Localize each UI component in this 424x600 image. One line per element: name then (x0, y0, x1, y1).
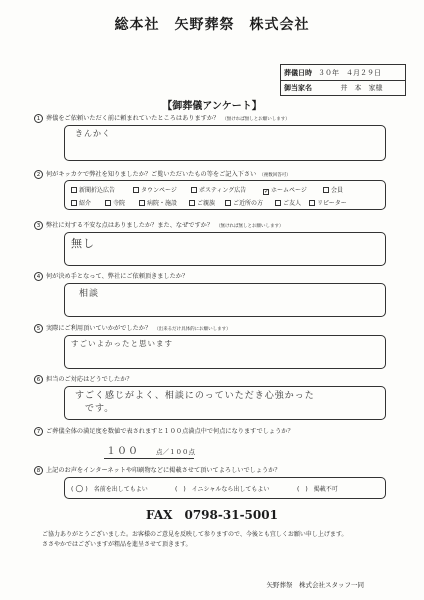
question-6 (34, 375, 133, 384)
funeral-info-box (280, 64, 406, 96)
question-text: 何がキッカケで弊社を知りましたか？ご覧いただいたもの等をご記入下さい (46, 171, 257, 178)
answer-box-5 (64, 335, 386, 369)
handwritten-answer-line-1: すごく感じがよく、相談にのっていただき心強かった (75, 391, 315, 401)
checkbox-icon (139, 200, 145, 206)
question-text: 実際にご利用頂いていかがでしたか？ (46, 325, 152, 332)
checkmark-icon: ✓ (264, 188, 270, 195)
question-number: 7 (34, 427, 43, 436)
info-row-family (281, 80, 405, 95)
score-field (104, 440, 194, 459)
checkbox-icon (71, 187, 77, 193)
question-text: 何が決め手となって、弊社にご依頼頂きましたか？ (46, 273, 189, 280)
handwritten-answer: きんかく (75, 129, 111, 138)
answer-box-2 (64, 180, 386, 210)
question-7 (34, 427, 294, 436)
company-title: 総本社 矢野葬祭 株式会社 (114, 17, 310, 33)
option-posting: ポスティング広告 (191, 185, 246, 194)
option-relatives: ご親族 (189, 198, 215, 207)
question-note: （無ければ無しとお願いします） (222, 117, 290, 122)
question-note: （複数回答可） (259, 173, 291, 178)
question-text: ご葬儀全体の満足度を数値で表されますと１００点満点中で何点になりますでしょうか？ (46, 428, 294, 435)
checkbox-icon (225, 200, 231, 206)
option-hospital: 病院・施設 (139, 198, 177, 207)
option-friends: ご友人 (275, 198, 301, 207)
answer-box-1 (64, 125, 386, 161)
question-3 (34, 221, 284, 231)
option-member: 会員 (323, 185, 343, 194)
checkbox-icon (105, 200, 111, 206)
question-number: 4 (34, 272, 43, 281)
option-newspaper: 新聞折込広告 (71, 185, 115, 194)
answer-box-6 (64, 386, 386, 420)
answer-box-8 (64, 477, 386, 499)
checkbox-icon (71, 200, 77, 206)
circle-mark-icon: ○ (75, 484, 84, 494)
choice-name-ok: ( ○ ) 名前を出してもよい (71, 484, 148, 494)
checkbox-icon (275, 200, 281, 206)
checkbox-icon (323, 187, 329, 193)
question-4 (34, 272, 188, 281)
question-number: 6 (34, 375, 43, 384)
answer-box-4 (64, 283, 386, 317)
question-number: 2 (34, 170, 43, 179)
handwritten-answer: すごいよかったと思います (71, 339, 173, 348)
option-homepage: ✓ ホームページ (264, 187, 307, 195)
question-text: 担当のご対応はどうでしたか？ (46, 376, 133, 383)
info-value: ３０年 ４月２９日 (318, 68, 381, 77)
signature: 矢野葬祭 株式会社スタッフ一同 (266, 581, 364, 589)
fax-number: FAX 0798-31-5001 (146, 508, 278, 522)
question-number: 8 (34, 466, 43, 475)
checkbox-icon (189, 200, 195, 206)
info-value: 井 本 家様 (340, 84, 383, 92)
question-1 (34, 114, 290, 124)
option-temple: 寺院 (105, 198, 125, 207)
checkbox-icon (191, 187, 197, 193)
info-label: 御当家名 (284, 84, 312, 92)
question-text: 葬儀をご依頼いただく前に頼まれていたところはありますか？ (46, 115, 220, 122)
info-row-date (281, 65, 405, 80)
option-referral: 紹介 (71, 198, 91, 207)
question-number: 5 (34, 324, 43, 333)
question-number: 3 (34, 221, 43, 230)
handwritten-score: １００ (106, 446, 139, 457)
question-8 (34, 466, 281, 475)
question-text: 上記のお声をインターネットや印刷物などに掲載させて頂いてよろしいでしょうか？ (46, 467, 281, 474)
option-townpage: タウンページ (133, 185, 177, 194)
answer-box-3 (64, 232, 386, 266)
choice-initials-ok: ( ) イニシャルなら出してもよい (175, 486, 270, 493)
score-suffix: 点／１００点 (156, 448, 195, 456)
question-note: （出来るだけ具体的にお願いします） (154, 327, 231, 332)
handwritten-answer: 無し (71, 237, 95, 250)
handwritten-answer-line-2: です。 (85, 404, 115, 414)
closing-line-1: ご協力ありがとうございました。お客様のご意見を反映して参りますので、今後とも宜しくお願い申し上げます。 (42, 531, 348, 538)
choice-not-allowed: ( ) 掲載不可 (297, 486, 338, 493)
question-number: 1 (34, 114, 43, 123)
question-note: （無ければ無しとお願いします） (216, 224, 284, 229)
option-neighbors: ご近所の方 (225, 198, 263, 207)
closing-line-2: ささやかではございますが粗品を進呈させて頂きます。 (42, 541, 192, 548)
checkbox-icon (309, 200, 315, 206)
handwritten-answer: 相談 (79, 289, 100, 299)
form-title: 【御葬儀アンケート】 (162, 101, 262, 112)
question-5 (34, 324, 231, 334)
checkbox-icon (133, 187, 139, 193)
question-text: 弊社に対する不安な点はありましたか？また、なぜですか？ (46, 222, 214, 229)
option-repeater: リピーター (309, 198, 347, 207)
question-2 (34, 170, 291, 180)
info-label: 葬儀日時 (284, 68, 312, 77)
